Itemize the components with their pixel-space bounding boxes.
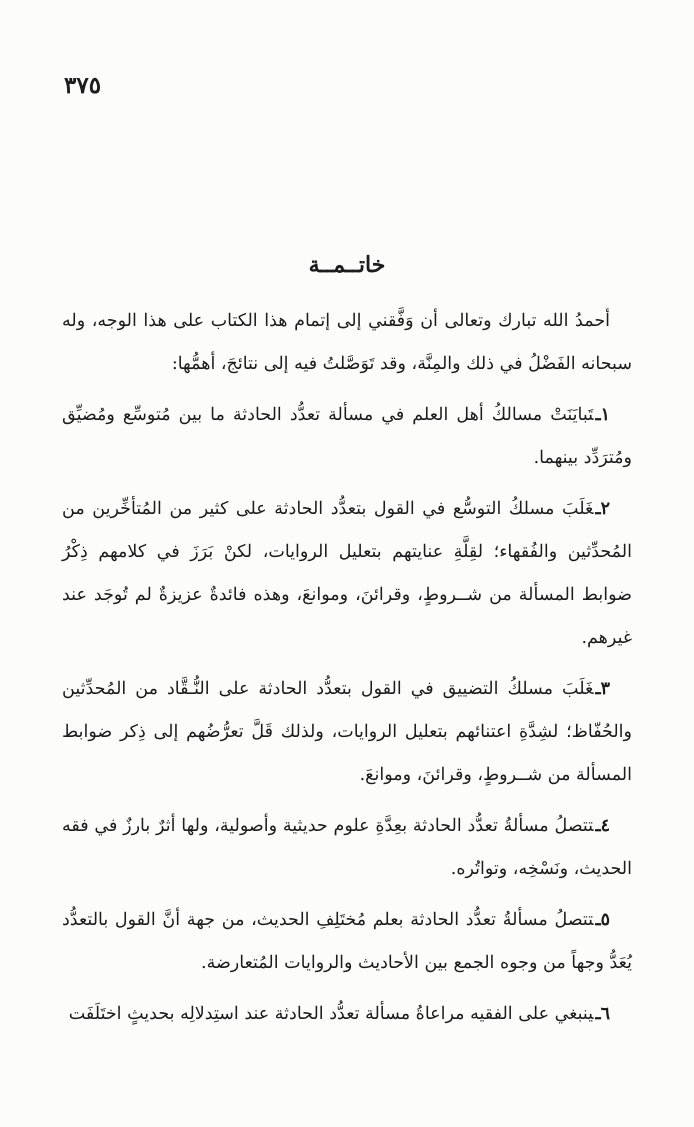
page-body [62,300,632,1044]
item-text: ينبغي على الفقيه مراعاةُ مسألة تعدُّد الحادثة عند استِدلالِه بحديثٍ اختَلَفَت [68,1004,594,1024]
list-item [62,805,632,891]
list-item [62,668,632,797]
item-number: ٥ـ [595,910,610,930]
item-number: ٦ـ [595,1004,610,1024]
item-number: ١ـ [595,405,610,425]
item-text: تتصلُ مسألةُ تعدُّد الحادثة بعلم مُختَلِفِ الحديث، من جهة أنَّ القول بالتعدُّد يُعَدُّ وجهاً من وجوه الجمع بين الأحاديث والروايات المُتعارضة. [62,910,632,973]
list-item [62,993,632,1036]
item-number: ٣ـ [595,679,610,699]
item-text: تَبايَنَتْ مسالكُ أهل العلم في مسألة تعدُّد الحادثة ما بين مُتوسِّع ومُضيِّق ومُترَدِّد بينهما. [62,405,632,468]
item-text: غَلَبَ مسلكُ التوسُّع في القول بتعدُّد الحادثة على كثير من المُتأخِّرين من المُحدِّثين والفُقهاء؛ لقِلَّةِ عنايتهم بتعليل الروايات، لكنْ بَرَزَ في كلامهم ذِكْرُ ضوابط المسألة من شــروطٍ، وقرائنَ، وموانعَ، وهذه فائدةٌ عزيزةٌ لم تُوجَد عند غيرهم. [62,499,632,648]
item-number: ٤ـ [595,816,610,836]
item-text: غَلَبَ مسلكُ التضييق في القول بتعدُّد الحادثة على النُّـقَّاد من المُحدِّثين والحُفّاظ؛ لشِدَّةِ اعتنائهم بتعليل الروايات، ولذلك قَلَّ تعرُّضُهم إلى ذِكر ضوابط المسألة من شــروطٍ، وقرائنَ، وموانعَ. [62,679,632,785]
item-number: ٢ـ [595,499,610,519]
list-item [62,394,632,480]
page-number: ٣٧٥ [64,72,102,99]
section-heading: خاتــمــة [308,252,386,278]
list-item [62,488,632,660]
item-text: تتصلُ مسألةُ تعدُّد الحادثة بعِدَّةِ علوم حديثية وأصولية، ولها أثرٌ بارزٌ في فقه الحديث، ونَسْخِه، وتواتُره. [62,816,632,879]
list-item [62,899,632,985]
intro-paragraph: أحمدُ الله تبارك وتعالى أن وَفَّقني إلى إتمام هذا الكتاب على هذا الوجه، وله سبحانه الفَضْلُ في ذلك والمِنَّة، وقد تَوَصَّلتُ فيه إلى نتائجَ، أهمُّها: [62,311,632,374]
